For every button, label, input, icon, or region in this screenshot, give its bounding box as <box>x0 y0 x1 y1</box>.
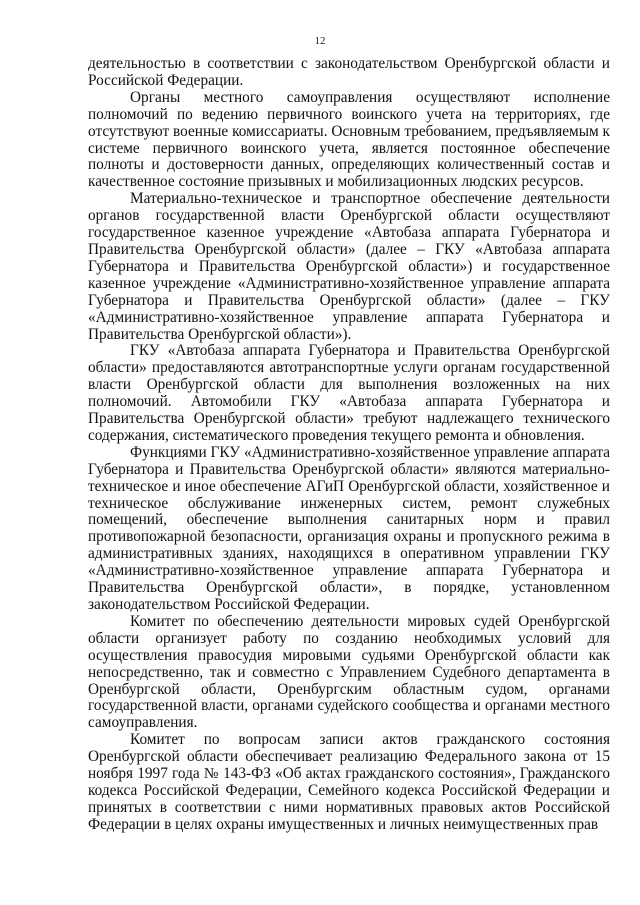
paragraph-administrative-management: Функциями ГКУ «Административно-хозяйственное управление аппарата Губернатора и Правительства Оренбургской области» являются материально-техническое и иное обеспечение АГиП Оренбургской области, хозяйственное и техническое обслуживание инженерных систем, ремонт служебных помещений, обеспечение выполнения санитарных норм и правил противопожарной безопасности, организация охраны и пропускного режима в административных зданиях, находящихся в оперативном управлении ГКУ «Административно-хозяйственное управление аппарата Губернатора и Правительства Оренбургской области», в порядке, установленном законодательством Российской Федерации. <box>88 443 610 613</box>
paragraph-justices-committee: Комитет по обеспечению деятельности мировых судей Оренбургской области организует работу по созданию необходимых условий для осуществления правосудия мировыми судьями Оренбургской области как непосредственно, так и совместно с Управлением Судебного департамента в Оренбургской области, Оренбургским областным судом, органами государственной власти, органами судейского сообщества и органами местного самоуправления. <box>88 612 610 732</box>
paragraph-military-registration: Органы местного самоуправления осуществляют исполнение полномочий по ведению первичного воинского учета на территориях, где отсутствуют военные комиссариаты. Основным требованием, предъявляемым к системе первичного воинского учета, является постоянное обеспечение полноты и достоверности данных, определяющих количественный состав и качественное состояние призывных и мобилизационных людских ресурсов. <box>88 88 610 191</box>
paragraph-continuation: деятельностью в соответствии с законодательством Оренбургской области и Российской Федерации. <box>88 55 610 89</box>
page-number: 12 <box>314 35 326 47</box>
paragraph-autobase: ГКУ «Автобаза аппарата Губернатора и Правительства Оренбургской области» предоставляются автотранспортные услуги органам государственной власти Оренбургской области для выполнения возложенных на них полномочий. Автомобили ГКУ «Автобаза аппарата Губернатора и Правительства Оренбургской области» требуют надлежащего технического содержания, систематического проведения текущего ремонта и обновления. <box>88 342 610 444</box>
document-body <box>88 56 610 834</box>
paragraph-logistics-support: Материально-техническое и транспортное обеспечение деятельности органов государственной власти Оренбургской области осуществляют государственное казенное учреждение «Автобаза аппарата Губернатора и Правительства Оренбургской области» (далее – ГКУ «Автобаза аппарата Губернатора и Правительства Оренбургской области») и государственное казенное учреждение «Административно-хозяйственное управление аппарата Губернатора и Правительства Оренбургской области» (далее – ГКУ «Административно-хозяйственное управление аппарата Губернатора и Правительства Оренбургской области»). <box>88 190 610 343</box>
paragraph-civil-registry-committee: Комитет по вопросам записи актов гражданского состояния Оренбургской области обеспечивает реализацию Федерального закона от 15 ноября 1997 года № 143-ФЗ «Об актах гражданского состояния», Гражданского кодекса Российской Федерации, Семейного кодекса Российской Федерации и принятых в соответствии с ними нормативных правовых актов Российской Федерации в целях охраны имущественных и личных неимущественных прав <box>88 731 610 833</box>
